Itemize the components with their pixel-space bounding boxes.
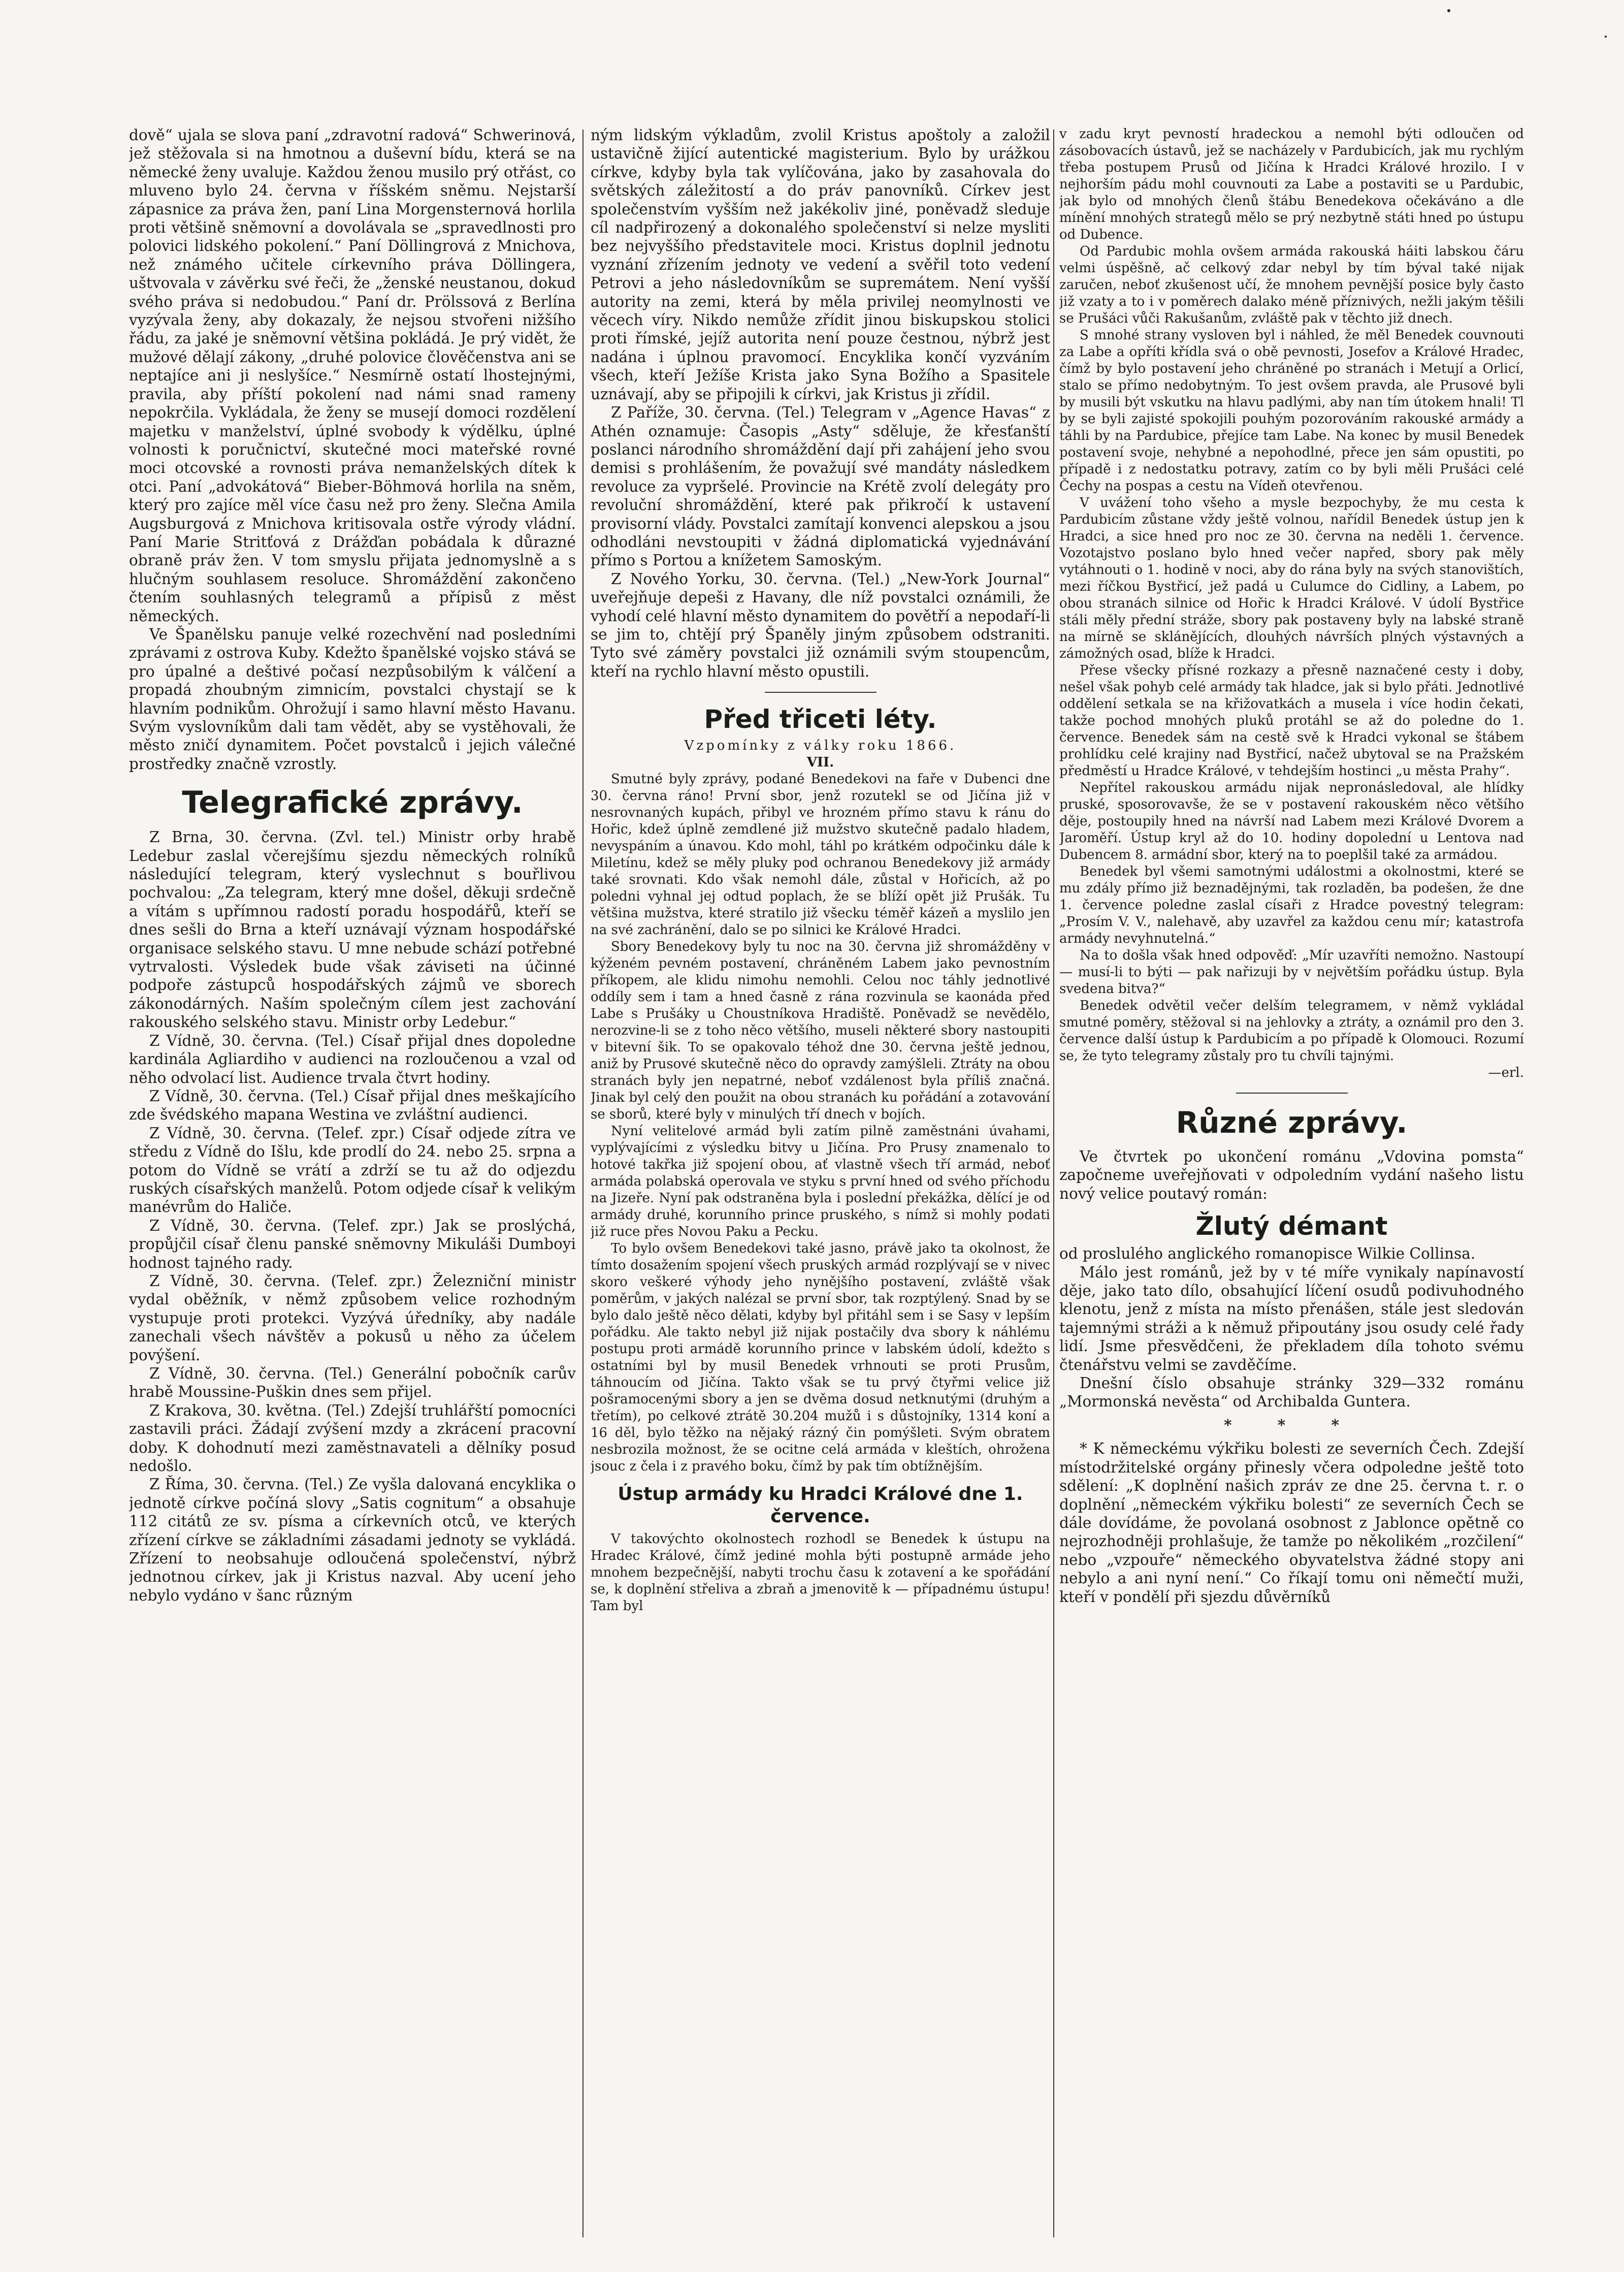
article-paragraph: Benedek byl všemi samotnými událostmi a okolnostmi, které se mu zdály přímo již beznadějnými, tak rozladěn, ba podešen, že dne 1. července poledne zaslal císaři z Hradce povestný telegram: „Prosím V. V., nalehavě, aby uzavřel za každou cenu mír; katastrofa armády nevyhnutelná.“ [1059, 864, 1524, 946]
article-paragraph: Nyní velitelové armád byli zatím pilně zaměstnáni úvahami, vyplývajícími z výsledku bitvy u Jičína. Pro Prusy znamenalo to hotové takřka již spojení obou, ať vlastně všech tří armád, neboť armáda polabská operovala ve styku s první hned od svého příchodu na Jizeře. Nyní pak odstraněna byla i poslední překážka, dělící je od armády druhé, korunního prince pruského, s nímž si mohly podati již ruce přes Novou Paku a Pecku. [591, 1124, 1050, 1240]
article-paragraph: V uvážení toho všeho a mysle bezpochyby, že mu cesta k Pardubicím zůstane vždy ještě volnou, nařídil Benedek ústup jen k Hradci, a sice hned pro noc ze 30. června na neděli 1. července. Vozotajstvo poslano bylo hned večer napřed, sbory pak měly vytáhnouti o 1. hodině v noci, aby do rána byly na svých stanovištích, mezi říčkou Bystřicí, jež padá u Culumce do Cidliny, a Labem, po obou stranách silnice od Hořic k Hradci Králové. V údolí Bystřice stáli měly přední stráže, sbory pak postaveny byly na labské straně na mírně se sklánějících, dlouhých návrších plných výstavných a zámožných osad, blíže k Hradci. [1059, 495, 1524, 661]
article-paragraph: S mnohé strany vysloven byl i náhled, že měl Benedek couvnouti za Labe a opříti křídla svá o obě pevnosti, Josefov a Králové Hradec, čímž by bylo postavení jeho chráněné po stranách i Metují a Orlicí, stalo se přímo nedobytným. To jest ovšem pravda, ale Prusové byli by musili být vskutku na hlavu padlými, aby nan tím útokem hnali! Tl by se byli zajisté spokojili pouhým pozorováním rakouské armády a táhli by na Pardubice, přejíce tam Labe. Na konec by musil Benedek postavení svoje, nehybné a nepohodlné, přece jen sám opustiti, po případě i z nedostatku potravy, zatím co by byli měli Prušáci celé Čechy na pospas a cestu na Vídeň otevřenou. [1059, 328, 1524, 494]
feature-heading: Před třiceti léty. [704, 705, 937, 734]
article-paragraph: dově“ ujala se slova paní „zdravotní radová“ Schwerinová, jež stěžovala si na hmotnou a duševní bídu, která se na německé ženy uvaluje. Každou ženou musilo prý otřást, co mluveno bylo 24. června v říšském sněmu. Nejstarší zápasnice za práva žen, paní Lina Morgensternová horlila proti většině sněmovní a dovolávala se „spravedlnosti pro polovici lidského pokolení.“ Paní Döllingrová z Mnichova, než známého učitele církevního práva Döllingera, uštvovala v závěrku své řeči, že „ženské neustanou, dokud svého práva si nedobudou.“ Paní dr. Prölssová z Berlína vyzývala ženy, aby dokazaly, že nejsou stvořeni nižšího řádu, za jaké je sněmovní většina pokládá. Je prý vidět, že mužové dělají zákony, „druhé polovice člověčenstva ani se neptajíce ani ji neslyšíce.“ Nesmírně ostatí lhostejnými, pravila, aby příští pokolení nad námi snad rameny nepokrčila. Vykládala, že ženy se musejí domoci rozdělení majetku v manželství, úplné svobody k výdělku, úplné volnosti k poručnictví, skutečné moci mateřské rovné moci otcovské a rovnosti práva nemanželských dítek k otci. Paní „advokátová“ Bieber-Böhmová horlila na sněm, který pro zajíce měl více času než pro ženy. Slečna Amila Augsburgová z Mnichova kritisovala ostře výrody vládní. Paní Marie Stritťová z Drážďan pobádala k důrazné obraně práv žen. V tom smyslu přijata jednomyslně a s hlučným souhlasem resoluce. Shromáždění zakončeno čtením souhlasných telegramů a přípisů z měst německých. [129, 126, 576, 625]
article-paragraph: * K německému výkřiku bolesti ze severních Čech. Zdejší místodržitelské orgány přinesly včera odpoledne ještě toto sdělení: „K doplnění našich zpráv ze dne 25. června t. r. o doplnění „německém výkřiku bolesti“ ze severních Čech se dále dovídáme, že povolaná osobnost z Jablonce opětně co nejrozhodněji prohlašuje, že tamže po několikém „rozčilení“ nebo „vzpouře“ německého obyvatelstva žádné stopy ani nebylo a ani nyní není.“ Co říkají tomu oni němečtí muži, kteří v pondělí při sjezdu důvěrníků [1059, 1440, 1524, 1606]
scan-speck [1605, 36, 1607, 38]
article-paragraph: v zadu kryt pevností hradeckou a nemohl býti odloučen od zásobovacích ústavů, jež se nacházely v Pardubicích, jak mu rychlým třeba postupem Prusů od Jičína k Hradci Králové hrozilo. I v nejhorším pádu mohl couvnouti za Labe a postaviti se u Pardubic, jak bylo od mnohých členů štábu Benedekova očekáváno a dle mínění mnohých strategů mělo se prý nezbytně státi hned po ústupu od Dubence. [1059, 126, 1524, 242]
telegram-item: Z Nového Yorku, 30. června. (Tel.) „New-York Journal“ uveřejňuje depeši z Havany, dle níž povstalci oznámili, že vyhodí celé hlavní město dynamitem do povětří a nepodaří-li se jim to, chtějí prý Španěly jiným způsobem odstraniti. Tyto své záměry povstalci již oznámili svým stoupencům, kteří na rychlo hlavní město opustili. [591, 570, 1050, 680]
column-rule-right [1053, 130, 1054, 2237]
telegram-item: Z Brna, 30. června. (Zvl. tel.) Ministr orby hrabě Ledebur zaslal včerejšímu sjezdu německých rolníků následující telegram, který vyslechnut s bouřlivou pochvalou: „Za telegram, který mne došel, děkuji srdečně a vítám s upřímnou radostí poradu hospodářů, kteří se dnes sešli do Brna a kteří uznávají význam hospodářské organisace selského stavu. U mne nebude schází potřebné vytrvalosti. Výsledek bude však záviseti na účinné podpoře zástupců hospodářských zájmů ve sborech zákonodárných. Naším společným cílem jest zachování rakouského selského stavu. Ministr orby Ledebur.“ [129, 828, 576, 1031]
article-paragraph: Nepřítel rakouskou armádu nijak nepronásledoval, ale hlídky pruské, sposorovavše, že se v postavení rakouském něco většího děje, postoupily hned na návrší nad Labem mezi Králové Dvorem a Jaroměří. Ústup kryl až do 10. hodiny dopolední u Lentova nad Dubencem 8. armádní sbor, který na to poeplšil také za armádou. [1059, 780, 1524, 862]
article-paragraph: Na to došla však hned odpověď: „Mír uzavříti nemožno. Nastoupí — musí-li to býti — pak nařizuji by v největším pořádku ústup. Byla svedena bitva?“ [1059, 948, 1524, 997]
telegram-item: Z Paříže, 30. června. (Tel.) Telegram v „Agence Havas“ z Athén oznamuje: Časopis „Asty“ sděluje, že křesťanští poslanci národního shromáždění dají při zahájení jeho svou demisi s prohlášením, že považují své mandáty následkem revoluce za vypršelé. Provincie na Krétě zvolí delegáty pro revoluční shromáždění, které pak přikročí k ustavení provisorní vlády. Povstalci zamítají konvenci alepskou a jsou odhodláni nevstoupiti v žádná diplomatická vyjednávání přímo s Portou a knížetem Samoským. [591, 404, 1050, 569]
author-signature: —erl. [1488, 1065, 1524, 1080]
column-2 [591, 126, 1050, 2242]
feature-body [591, 771, 1050, 1475]
telegram-item: Z Říma, 30. června. (Tel.) Ze vyšla dalovaná encyklika o jednotě církve počíná slovy „Satis cognitum“ a obsahuje 112 citátů ze sv. písma a církevních otců, ve kterých zřízení církve se základními zásadami jednoty se vykládá. Zřízení to neobsahuje odloučená společenství, nýbrž jednotnou církev, jak ji Kristus nazval. Aby ucení jeho nebylo vydáno v šanc různým [129, 1476, 576, 1604]
section-heading-telegraphic: Telegrafické zprávy. [182, 785, 523, 821]
article-paragraph: Benedek odvětil večer delším telegramem, v němž vykládal smutné poměry, stěžoval si na jehlovky a ztráty, a oznámil pro den 3. července další ústup k Pardubicím a po případě k Olomouci. Rozumí se, že tyto telegramy zůstaly pro tu chvíli tajnými. [1059, 998, 1524, 1064]
article-paragraph: Dnešní číslo obsahuje stránky 329—332 románu „Mormonská nevěsta“ od Archibalda Guntera. [1059, 1374, 1524, 1411]
column-3 [1059, 126, 1524, 2242]
telegram-item: Z Vídně, 30. června. (Tel.) Císař přijal dnes dopoledne kardinála Agliardiho v audienci na rozloučenou a vzal od něho odvolací list. Audience trvala čtvrt hodiny. [129, 1032, 576, 1086]
telegram-item: Z Vídně, 30. června. (Tel.) Generální pobočník carův hrabě Moussine-Puškin dnes sem přijel. [129, 1365, 576, 1401]
section-divider [1236, 1093, 1348, 1094]
telegram-item: Z Vídně, 30. června. (Telef. zpr.) Železniční ministr vydal oběžník, v němž způsobem velice rozhodným vystupuje proti protekci. Vyzývá úředníky, aby nadále zanechali všech návštěv a pokusů u něho za účelem povýšení. [129, 1272, 576, 1364]
article-paragraph: Od Pardubic mohla ovšem armáda rakouská háiti labskou čáru velmi úspěšně, ač celkový zdar nebyl by tím býval také nijak zaručen, neboť zkušenost učí, že mnohem pevnější posice byly často již vzaty a to i v poměrech dalako méně příznivých, nežli jakým těšili se Prušáci vůči Rakušanům, zvláště pak v těchto již dnech. [1059, 244, 1524, 326]
feature-subheading: Vzpomínky z války roku 1866. [684, 738, 957, 754]
section-heading-misc: Různé zprávy. [1176, 1105, 1408, 1140]
section-divider [765, 692, 876, 693]
feature-part-number: VII. [806, 755, 834, 771]
article-paragraph: Sbory Benedekovy byly tu noc na 30. června již shromážděny v kýženém pevném postavení, chráněném Labem jako pevnostním příkopem, ale klidu nimohu nemohli. Celou noc táhly jednotlivé oddíly sem i tam a hned časně z rána rozvinula se kaonáda před Labe s Prušáky u Choustníkova Hradiště. Poněvadž se nevědělo, nerozvine-li se z toho něco většího, museli některé sbory nastoupiti v bitevní šik. To se opakovalo téhož dne 30. června ještě jednou, aniž by Prusové skutečně něco do opravdy zamýšleli. Ztráty na obou stranách byly jen nepatrné, neboť vzdálenost byla příliš značná. Jinak byl celý den použit na obou stranách ku pořádání a zotavování se sborů, které byly v minulých tří dnech v bojích. [591, 939, 1050, 1123]
article-paragraph: Přese všecky přísné rozkazy a přesně naznačené cesty i doby, nešel však pohyb celé armády tak hladce, jak si bylo přáti. Jednotlivé oddělení setkala se na křižovatkách a musela i více hodin čekati, takže pochod mnohých pluků protáhl se až do poledne do 1. července. Benedek sám na cestě svě k Hradci vykonal se štábem prohlídku celé krajiny nad Bystřicí, načež ubytoval se na Pražském předměstí u Hradce Králové, v tehdejším hostinci „u města Prahy“. [1059, 663, 1524, 779]
article-paragraph: od proslulého anglického romanopisce Wilkie Collinsa. [1059, 1245, 1476, 1263]
asterism: * * * [1224, 1416, 1359, 1434]
telegram-item: Z Vídně, 30. června. (Telef. zpr.) Jak se proslýchá, propůjčil císař členu panské sněmovny Mikuláši Dumboyi hodnost tajného rady. [129, 1217, 576, 1271]
novel-title: Žlutý démant [1195, 1211, 1388, 1241]
article-paragraph: Málo jest románů, jež by v té míře vynikaly napínavostí děje, jako tato dílo, obsahující líčení osudů podivuhodného klenotu, jenž z místa na místo přenášen, stále jest sledován tajemnými stráži a k němuž připoutány jsou osudy celé řady lidí. Jsme přesvědčeni, že překladem díla tohoto svému čtenářstvu velmi se zavděčíme. [1059, 1263, 1524, 1373]
scan-speck [1447, 9, 1450, 12]
article-paragraph: To bylo ovšem Benedekovi také jasno, právě jako ta okolnost, že tímto dosažením spojení všech pruských armád rozplývají se v nivec skoro veškeré výhody jeho nynějšího postavení, zvláště však poměrům, v jakých nalézal se první sbor, tak rozptýlený. Snad by se bylo dalo ještě něco dělati, kdyby byl přitáhl sem i se Sasy v lepším pořádku. Ale takto nebyl již nijak postačily dva sbory k náhlému postupu proti armádě korunního prince v labském údolí, kdežto s ostatními byl by musil Benedek vrhnouti se proti Prusům, táhnoucím od Jičína. Takto však se tu prvý čtyřmi velice již pošramocenými sbory a jen se dvěma dosud netknutými (druhým a třetím), po celkové ztrátě 30.204 mužů i s důstojníky, 1314 koní a 16 děl, bylo těžko na nějaký rázný čin pomýšleti. Svým obratem nesbrozila možnost, že se ocitne celá armáda v kleštích, ohrožena jsouc z čela i z pravého boku, čímž by pak tím obtížnějším. [591, 1241, 1050, 1475]
article-paragraph: Smutné byly zprávy, podané Benedekovi na faře v Dubenci dne 30. června ráno! První sbor, jenž rozutekl se od Jičína již v nesrovnaných kupách, přibyl ve hrozném přímo stavu k ránu do Hořic, kdež úplně zemdlené již mužstvo skutečně padalo hladem, nevyspáním a únavou. Kdo mohl, táhl po krátkém odpočinku dále k Miletínu, kdež se měly pluky pod ochranou Benedekovy již armády také srovnati. Kdo však nemohl dále, zůstal v Hořicích, až po poledni vyhnal jej odtud poplach, že se blíží opět již Prušák. Tu většina mužstva, které stratilo již všecku téměř kázeň a myslilo jen na své zachránění, dalo se po silnici ke Králové Hradci. [591, 772, 1050, 938]
article-paragraph: ným lidským výkladům, zvolil Kristus apoštoly a založil ustavičně žijící autentické magisterium. Bylo by urážkou církve, kdyby byla tak vylíčována, jako by zasahovala do světských záležitostí a do práv panovníků. Církev jest společenstvím vyšším než jakékoliv jiné, poněvadž sleduje cíl nadpřirozený a dokonalého společenství si nelze mysliti bez nejvyššího představitele moci. Kristus doplnil jednotu vyznání zřízením jednoty ve vedení a svěřil toto vedení Petrovi a jeho následovníkům se supremátem. Není vyšší autority na zemi, která by měla privilej neomylnosti ve věcech víry. Nikdo nemůže zřídit jinou biskupskou stolici proti římské, jejíž autorita není pouze čestnou, nýbrž jest nadána i úplnou pravomocí. Encyklika končí vyzváním všech, kteří Ježíše Krista jako Syna Božího a Spasitele uznávají, aby se připojili k církvi, jak Kristus ji zřídil. [591, 126, 1050, 403]
article-paragraph: V takovýchto okolnostech rozhodl se Benedek k ústupu na Hradec Králové, čímž jediné mohla býti postupně armáde jeho mnohem bezpečnější, nabyti trochu času k zotavení a ke spořádání se, k doplnění střeliva a zbraň a jmenovitě k — případnému ústupu! Tam byl [591, 1531, 1050, 1614]
subsection-heading: Ústup armády ku Hradci Králové dne 1. července. [618, 1484, 1023, 1527]
article-paragraph: Ve čtvrtek po ukončení románu „Vdovina pomsta“ započneme uveřejňovati v odpoledním vydání našeho listu nový velice poutavý román: [1059, 1148, 1524, 1202]
column-rule-left [582, 130, 583, 2237]
feature-continuation [1059, 126, 1524, 1081]
telegram-item: Z Vídně, 30. června. (Tel.) Císař přijal dnes meškajícího zde švédského mapana Westina ve zvláštní audienci. [129, 1087, 576, 1124]
telegram-item: Z Vídně, 30. června. (Telef. zpr.) Císař odjede zítra ve středu z Vídně do Išlu, kde prodlí do 24. nebo 25. srpna a potom do Vídně se vrátí a zdrží se tu až do odjezdu ruských císařských manželů. Potom odjede císař k velikým manévrům do Haliče. [129, 1124, 576, 1216]
telegram-item: Z Krakova, 30. května. (Tel.) Zdejší truhlářští pomocníci zastavili práci. Žádají zvýšení mzdy a zkrácení pracovní doby. K dohodnutí mezi zaměstnavateli a dělníky posud nedošlo. [129, 1401, 576, 1475]
column-1 [129, 126, 576, 2242]
article-paragraph: Ve Španělsku panuje velké rozechvění nad posledními zprávami z ostrova Kuby. Kdežto španělské vojsko stává se pro úpalné a deštivé počasí nezpůsobilým k válčení a propadá zhoubným zimnicím, povstalci chystají se k hlavním podnikům. Ohrožují i samo hlavní město Havanu. Svým vyslovníkům dali tam vědět, aby se vystěhovali, že město zničí dynamitem. Počet povstalců i jejich válečné prostředky značně vzrostly. [129, 625, 576, 773]
